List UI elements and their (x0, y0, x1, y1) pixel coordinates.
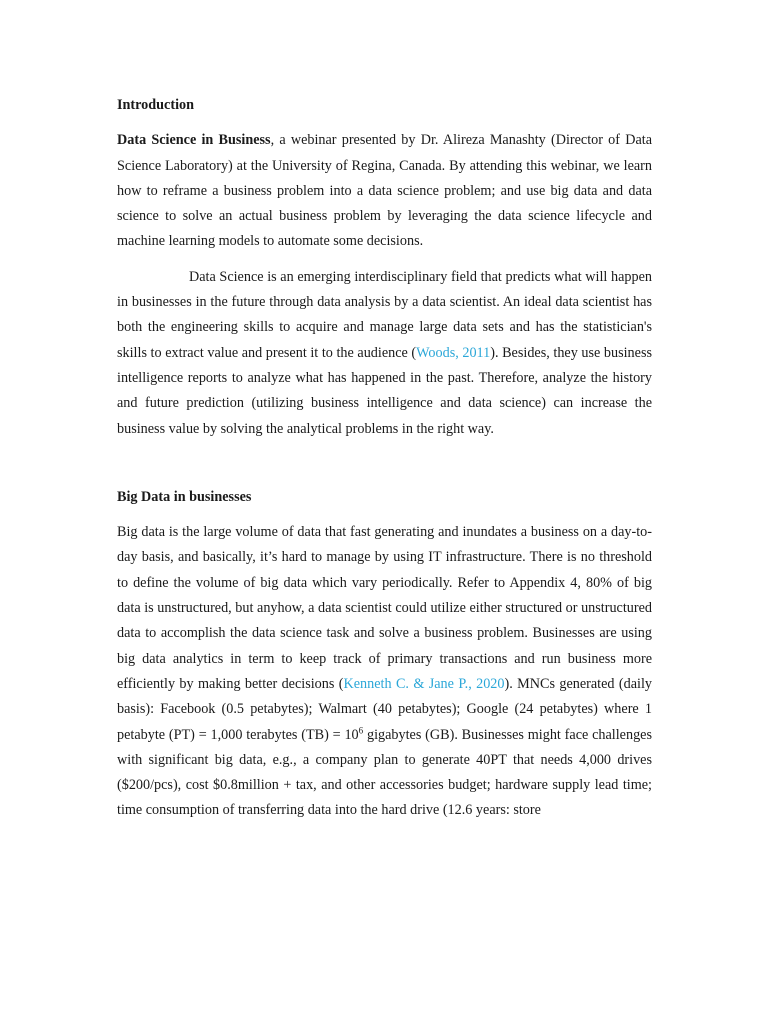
citation-link-woods[interactable]: Woods, 2011 (416, 344, 491, 361)
paragraph-text: ). Besides, they use business intelligence reports to analyze what has happened in the past. Therefore, analyze the history and future prediction (utilizing business intelligence and data science) can increase the business value by solving the analytical problems in the right way. (117, 344, 652, 437)
superscript-exponent: 6 (358, 724, 364, 735)
paragraph-text: Data Science is an emerging interdisciplinary field that predicts what will happen in businesses in the future through data analysis by a data scientist. An ideal data scientist has both the engineering skills to acquire and manage large data sets and has the statistician's skills to extract value and present it to the audience ( (117, 268, 652, 361)
spacer (117, 255, 652, 265)
citation-link-kenneth-jane[interactable]: Kenneth C. & Jane P., 2020 (343, 675, 505, 692)
intro-paragraph-1 (117, 128, 652, 254)
spacer (117, 118, 652, 128)
intro-paragraph-2 (117, 265, 652, 442)
paragraph-text: Big data is the large volume of data that fast generating and inundates a business on a day-to-day basis, and basically, it’s hard to manage by using IT infrastructure. There is no threshold to define the volume of big data which vary periodically. Refer to Appendix 4, 80% of big data is unstructured, but anyhow, a data scientist could utilize either structured or unstructured data to accomplish the data science task and solve a business problem. Businesses are using big data analytics in term to keep track of primary transactions and run business more efficiently by making better decisions ( (117, 524, 652, 692)
big-data-paragraph-1 (117, 520, 652, 824)
spacer (117, 510, 652, 520)
document-body (117, 93, 652, 824)
paragraph-text: gigabytes (GB). Businesses might face challenges with significant big data, e.g., a company plan to generate 40PT that needs 4,000 drives ($200/pcs), cost $0.8million + tax, and other accessories budget; hardware supply lead time; time consumption of transferring data into the hard drive (12.6 years: store (117, 726, 652, 819)
paragraph-text: , a webinar presented by Dr. Alireza Manashty (Director of Data Science Laboratory) at the University of Regina, Canada. By attending this webinar, we learn how to reframe a business problem into a data science problem; and use big data and data science to solve an actual business problem by leveraging the data science lifecycle and machine learning models to automate some decisions. (117, 132, 652, 250)
spacer (117, 442, 652, 485)
section-heading-big-data: Big Data in businesses (117, 488, 252, 505)
paragraph-text: ). MNCs generated (daily basis): Facebook (0.5 petabytes); Walmart (40 petabytes); Google (24 petabytes) where 1 petabyte (PT) = 1,000 terabytes (TB) = 10 (117, 675, 652, 743)
section-heading-introduction: Introduction (117, 97, 194, 113)
bold-lead-text: Data Science in Business (117, 132, 271, 149)
